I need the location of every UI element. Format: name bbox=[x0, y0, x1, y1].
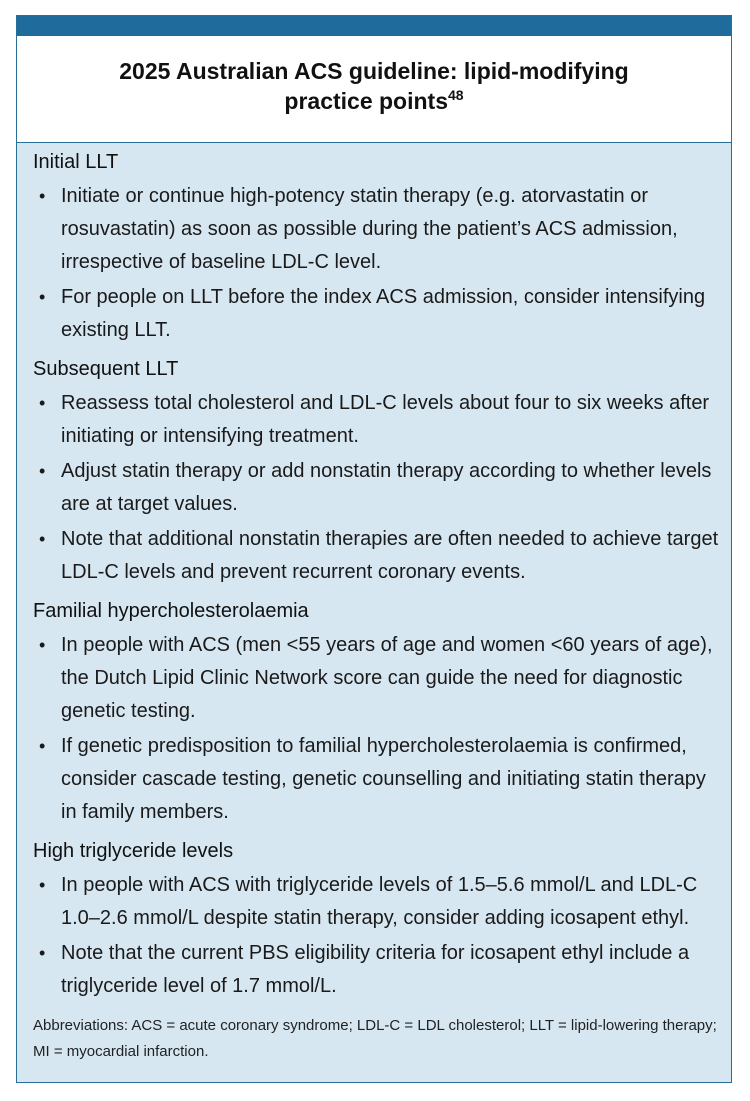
list-item bbox=[33, 455, 723, 521]
section-heading: Familial hypercholesterolaemia bbox=[33, 600, 309, 622]
box-header bbox=[17, 36, 731, 143]
list-item-text: In people with ACS with triglyceride levels of 1.5–5.6 mmol/L and LDL-C 1.0–2.6 mmol/L despite statin therapy, consider adding icosapent ethyl. bbox=[61, 874, 698, 929]
bullet-icon: • bbox=[39, 736, 46, 756]
list-item-text: Adjust statin therapy or add nonstatin therapy according to whether levels are at target values. bbox=[61, 460, 712, 515]
list-item-text: In people with ACS (men <55 years of age and women <60 years of age), the Dutch Lipid Clinic Network score can guide the need for diagnostic genetic testing. bbox=[61, 634, 713, 722]
header-accent-bar bbox=[17, 16, 731, 36]
bullet-list bbox=[33, 869, 723, 1003]
bullet-icon: • bbox=[39, 393, 46, 413]
bullet-icon: • bbox=[39, 461, 46, 481]
section-familial-hypercholesterolaemia bbox=[33, 595, 723, 829]
bullet-icon: • bbox=[39, 186, 46, 206]
bullet-list bbox=[33, 180, 723, 347]
section-high-triglyceride-levels bbox=[33, 835, 723, 1003]
list-item bbox=[33, 869, 723, 935]
bullet-icon: • bbox=[39, 943, 46, 963]
section-heading: High triglyceride levels bbox=[33, 840, 234, 862]
list-item bbox=[33, 281, 723, 347]
list-item-text: Initiate or continue high-potency statin therapy (e.g. atorvastatin or rosuvastatin) as soon as possible during the patient’s ACS admission, irrespective of baseline LDL-C level. bbox=[61, 185, 678, 273]
list-item bbox=[33, 180, 723, 279]
practice-points-box bbox=[16, 15, 732, 1083]
list-item bbox=[33, 629, 723, 728]
section-subsequent-llt bbox=[33, 353, 723, 589]
abbreviations-footnote: Abbreviations: ACS = acute coronary syndrome; LDL-C = LDL cholesterol; LLT = lipid-lowering therapy; MI = myocardial infarction. bbox=[33, 1017, 717, 1060]
section-heading: Initial LLT bbox=[33, 151, 119, 173]
box-title bbox=[94, 56, 654, 116]
list-item-text: Note that additional nonstatin therapies are often needed to achieve target LDL-C levels and prevent recurrent coronary events. bbox=[61, 528, 719, 583]
list-item bbox=[33, 387, 723, 453]
list-item bbox=[33, 523, 723, 589]
box-content bbox=[33, 140, 723, 1065]
list-item bbox=[33, 730, 723, 829]
list-item-text: Note that the current PBS eligibility criteria for icosapent ethyl include a triglyceride level of 1.7 mmol/L. bbox=[61, 942, 690, 997]
list-item-text: Reassess total cholesterol and LDL-C levels about four to six weeks after initiating or intensifying treatment. bbox=[61, 392, 710, 447]
section-heading: Subsequent LLT bbox=[33, 358, 179, 380]
reference-superscript: 48 bbox=[448, 87, 464, 103]
bullet-icon: • bbox=[39, 287, 46, 307]
list-item bbox=[33, 937, 723, 1003]
bullet-list bbox=[33, 387, 723, 589]
list-item-text: If genetic predisposition to familial hypercholesterolaemia is confirmed, consider cascade testing, genetic counselling and initiating statin therapy in family members. bbox=[61, 735, 706, 823]
bullet-list bbox=[33, 629, 723, 829]
list-item-text: For people on LLT before the index ACS admission, consider intensifying existing LLT. bbox=[61, 286, 706, 341]
title-text: 2025 Australian ACS guideline: lipid-modifying practice points bbox=[119, 58, 629, 114]
bullet-icon: • bbox=[39, 635, 46, 655]
bullet-icon: • bbox=[39, 529, 46, 549]
bullet-icon: • bbox=[39, 875, 46, 895]
section-initial-llt bbox=[33, 146, 723, 347]
